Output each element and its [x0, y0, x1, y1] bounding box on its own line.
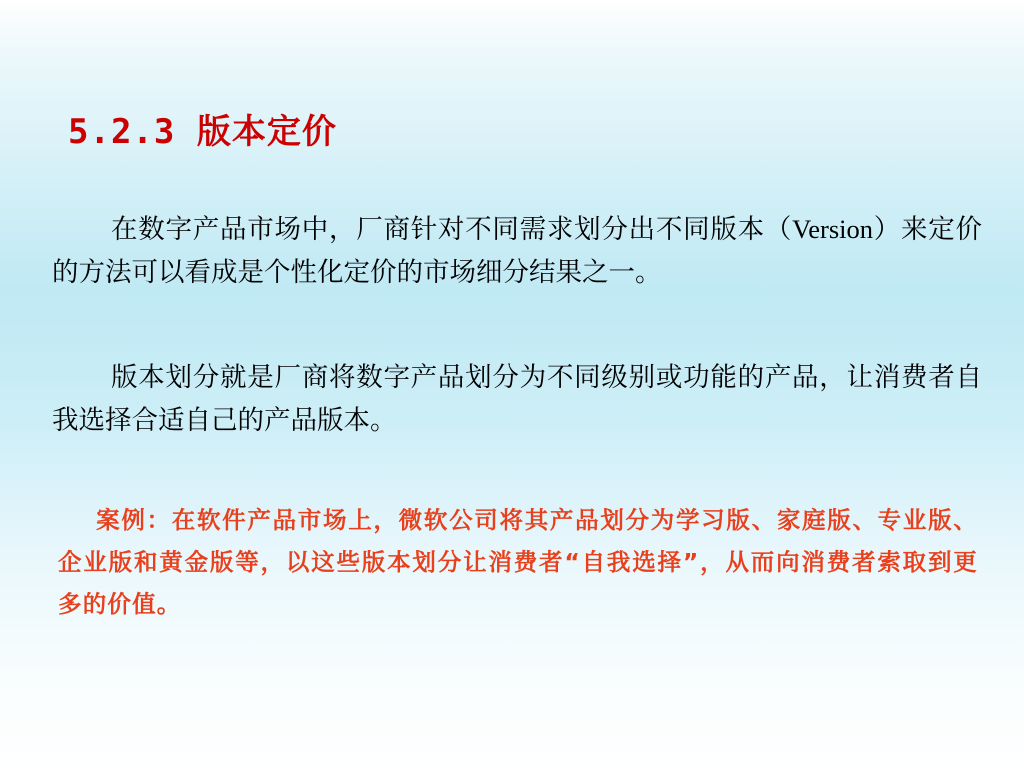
- body-paragraph-1: [52, 208, 982, 294]
- body-paragraph-2: [52, 356, 982, 442]
- example-paragraph: [58, 500, 978, 625]
- body-paragraph-2-text: 版本划分就是厂商将数字产品划分为不同级别或功能的产品，让消费者自我选择合适自己的产品版本。: [52, 362, 982, 435]
- example-paragraph-text: 案例：在软件产品市场上，微软公司将其产品划分为学习版、家庭版、专业版、企业版和黄金版等，以这些版本划分让消费者“自我选择”，从而向消费者索取到更多的价值。: [58, 506, 978, 618]
- page-title: 5.2.3 版本定价: [68, 112, 337, 152]
- body-paragraph-1-text: 在数字产品市场中，厂商针对不同需求划分出不同版本（Version）来定价的方法可以看成是个性化定价的市场细分结果之一。: [52, 214, 982, 287]
